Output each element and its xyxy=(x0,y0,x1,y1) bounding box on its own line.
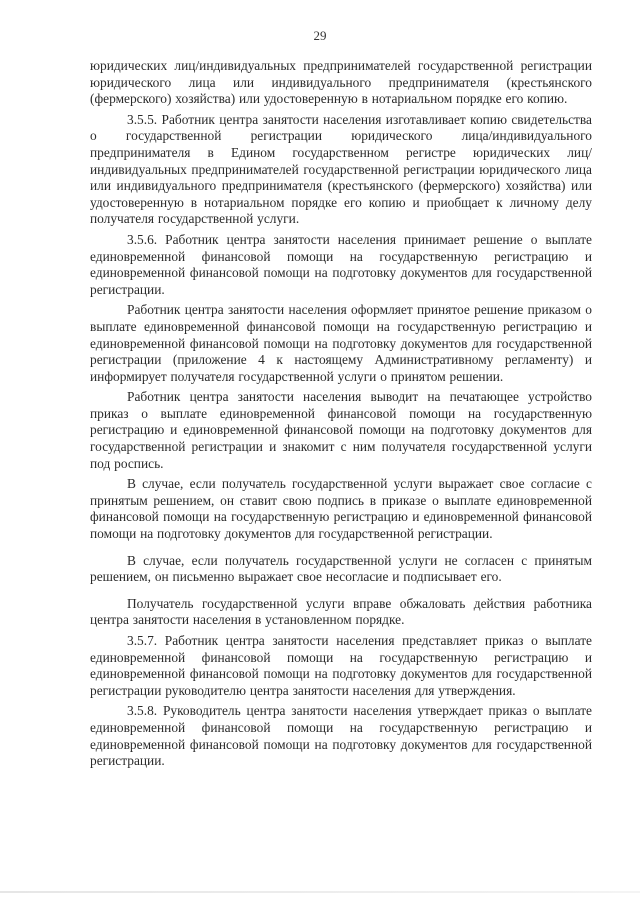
scan-edge-line xyxy=(0,891,640,893)
paragraph-continuation: юридических лиц/индивидуальных предпринимателей государственной регистрации юридического лица или индивидуального предпринимателя (крестьянского (фермерского) хозяйства) или удостоверенную в нотариальном порядке его копию. xyxy=(90,58,592,107)
page-number: 29 xyxy=(313,28,327,43)
paragraph-3-5-7: 3.5.7. Работник центра занятости населения представляет приказ о выплате единовременной финансовой помощи на государственную регистрацию и единовременной финансовой помощи на подготовку документов для государственной регистрации руководителю центра занятости населения для утверждения. xyxy=(90,633,592,698)
paragraph-order-printing: Работник центра занятости населения выводит на печатающее устройство приказ о выплате единовременной финансовой помощи на государственную регистрацию и единовременной финансовой помощи на подготовку документов для государственной регистрации и знакомит с ним получателя государственной услуги под роспись. xyxy=(90,389,592,471)
paragraph-3-5-6: 3.5.6. Работник центра занятости населения принимает решение о выплате единовременной финансовой помощи на государственную регистрацию и единовременной финансовой помощи на подготовку документов для государственной регистрации. xyxy=(90,231,592,297)
paragraph-appeal: Получатель государственной услуги вправе обжаловать действия работника центра занятости населения в установленном порядке. xyxy=(90,595,592,628)
paragraph-3-5-8: 3.5.8. Руководитель центра занятости населения утверждает приказ о выплате единовременной финансовой помощи на государственную регистрацию и единовременной финансовой помощи на подготовку документов для государственной регистрации. xyxy=(90,703,592,769)
document-body xyxy=(90,58,592,770)
paragraph-3-5-5: 3.5.5. Работник центра занятости населения изготавливает копию свидетельства о государственной регистрации юридического лица/индивидуального предпринимателя в Едином государственном регистре юридических лиц/индивидуальных предпринимателей государственной регистрации юридического лица или индивидуального предпринимателя (крестьянского (фермерского) хозяйства) или удостоверенную в нотариальном порядке его копию и приобщает к личному делу получателя государственной услуги. xyxy=(90,111,592,227)
paragraph-disagreement: В случае, если получатель государственной услуги не согласен с принятым решением, он письменно выражает свое несогласие и подписывает его. xyxy=(90,552,592,585)
paragraph-order-formalization: Работник центра занятости населения оформляет принятое решение приказом о выплате единовременной финансовой помощи на государственную регистрацию и единовременной финансовой помощи на подготовку документов для государственной регистрации (приложение 4 к настоящему Административному регламенту) и информирует получателя государственной услуги о принятом решении. xyxy=(90,302,592,384)
paragraph-consent: В случае, если получатель государственной услуги выражает свое согласие с принятым решением, он ставит свою подпись в приказе о выплате единовременной финансовой помощи на государственную регистрацию и единовременной финансовой помощи на подготовку документов для государственной регистрации. xyxy=(90,476,592,542)
